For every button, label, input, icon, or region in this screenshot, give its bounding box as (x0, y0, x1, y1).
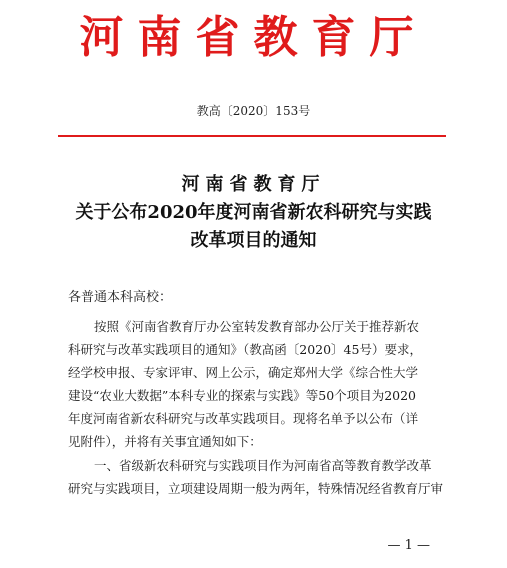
notice-title-line-2: 关于公布2020年度河南省新农科研究与实践 (75, 202, 432, 223)
body-line: 建设“农业大数据”本科专业的探索与实践》等50个项目为2020 (68, 388, 416, 404)
body-line: 研究与实践项目，立项建设周期一般为两年，特殊情况经省教育厅审 (68, 480, 444, 496)
salutation: 各普通本科高校： (68, 290, 173, 305)
body-line: 一、省级新农科研究与实践项目作为河南省高等教育教学改革 (94, 457, 432, 473)
body-line: 见附件），并将有关事宜通知如下： (68, 434, 262, 450)
red-header-divider (58, 135, 446, 137)
body-text (68, 315, 442, 500)
notice-title-line-1: 河南省教育厅 (181, 174, 326, 195)
body-line: 年度河南省新农科研究与改革实践项目。现将名单予以公布（详 (68, 411, 419, 427)
notice-title-line-3: 改革项目的通知 (190, 230, 317, 251)
page-number: — 1 — (387, 538, 430, 553)
document-number: 教高〔2020〕153号 (196, 104, 311, 118)
body-line: 按照《河南省教育厅办公室转发教育部办公厅关于推荐新农 (94, 319, 420, 334)
notice-title (0, 171, 507, 255)
issuing-org-title: 河南省教育厅 (79, 12, 428, 63)
body-line: 科研究与改革实践项目的通知》（教高函〔2020〕45号）要求， (68, 342, 422, 358)
body-line: 经学校申报、专家评审、网上公示，确定郑州大学《综合性大学 (68, 365, 419, 381)
